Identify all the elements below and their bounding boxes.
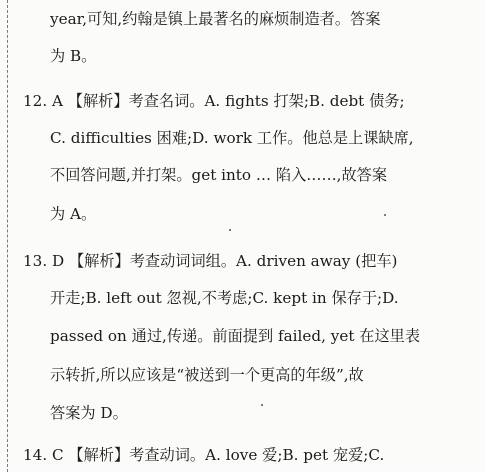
question-13-heading: 13. D 【解析】考查动词词组。A. driven away (把车) bbox=[23, 252, 398, 270]
text-line-1: year,可知,约翰是镇上最著名的麻烦制造者。答案 bbox=[50, 10, 381, 28]
text-line-2: 为 B。 bbox=[50, 47, 97, 65]
question-14-heading: 14. C 【解析】考查动词。A. love 爱;B. pet 宠爱;C. bbox=[23, 446, 385, 464]
question-13-line-3: passed on 通过,传递。前面提到 failed, yet 在这里表 bbox=[50, 327, 421, 345]
question-12-line-3: 不回答问题,并打架。get into … 陷入……,故答案 bbox=[50, 166, 388, 184]
scan-speck bbox=[384, 214, 386, 216]
question-12-line-4: 为 A。 bbox=[50, 205, 97, 223]
scan-speck bbox=[229, 229, 231, 231]
question-13-line-5: 答案为 D。 bbox=[50, 404, 128, 422]
question-12-line-2: C. difficulties 困难;D. work 工作。他总是上课缺席, bbox=[50, 129, 414, 147]
scan-speck bbox=[261, 404, 263, 406]
question-13-line-4: 示转折,所以应该是“被送到一个更高的年级”,故 bbox=[50, 366, 364, 384]
question-12-heading: 12. A 【解析】考查名词。A. fights 打架;B. debt 债务; bbox=[23, 92, 405, 110]
question-13-line-2: 开走;B. left out 忽视,不考虑;C. kept in 保存于;D. bbox=[50, 289, 399, 307]
